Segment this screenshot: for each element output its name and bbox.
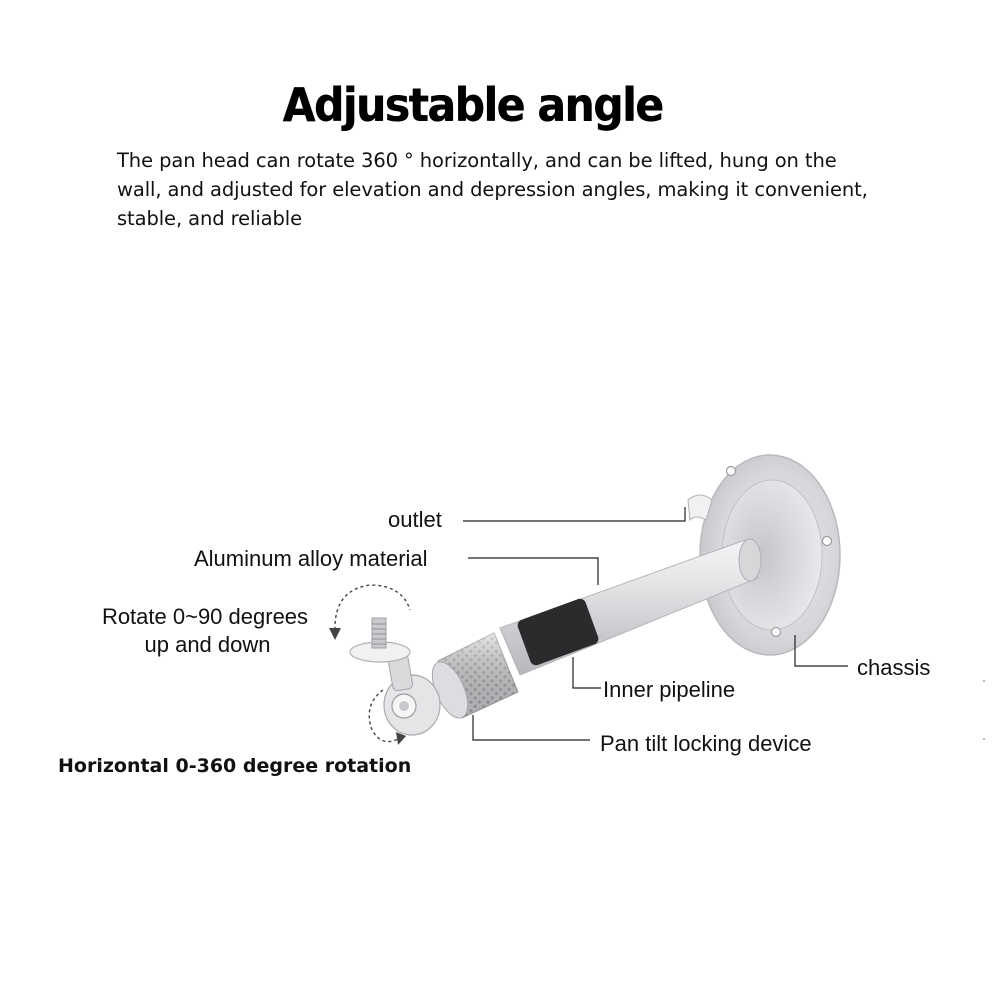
inner-pipeline-window (516, 597, 600, 667)
pan-tilt-head (350, 618, 440, 735)
label-rotate-line2: up and down (144, 632, 271, 657)
label-horizontal-rotation: Horizontal 0-360 degree rotation (58, 755, 412, 777)
label-rotate-line1: Rotate 0~90 degrees (101, 604, 309, 629)
label-locking-device: Pan tilt locking device (600, 731, 812, 756)
locking-leader (473, 715, 590, 740)
label-material: Aluminum alloy material (194, 546, 428, 571)
screw-hole-icon (823, 537, 832, 546)
material-leader (468, 558, 598, 585)
label-inner-pipeline: Inner pipeline (603, 677, 736, 702)
product-description: The pan head can rotate 360 ° horizontally, and can be lifted, hung on the wall, and adjusted for elevation and depression angles, making it convenient, stable, and reliable (117, 149, 868, 230)
screw-hole-icon (727, 467, 736, 476)
dust-mark (983, 738, 985, 740)
dust-mark (983, 680, 985, 682)
screw-hole-icon (772, 628, 781, 637)
outlet-leader (463, 507, 685, 521)
label-outlet: outlet (388, 507, 442, 532)
page-title: Adjustable angle (282, 78, 663, 132)
label-chassis: chassis (857, 655, 931, 680)
pipeline-leader (573, 657, 601, 688)
